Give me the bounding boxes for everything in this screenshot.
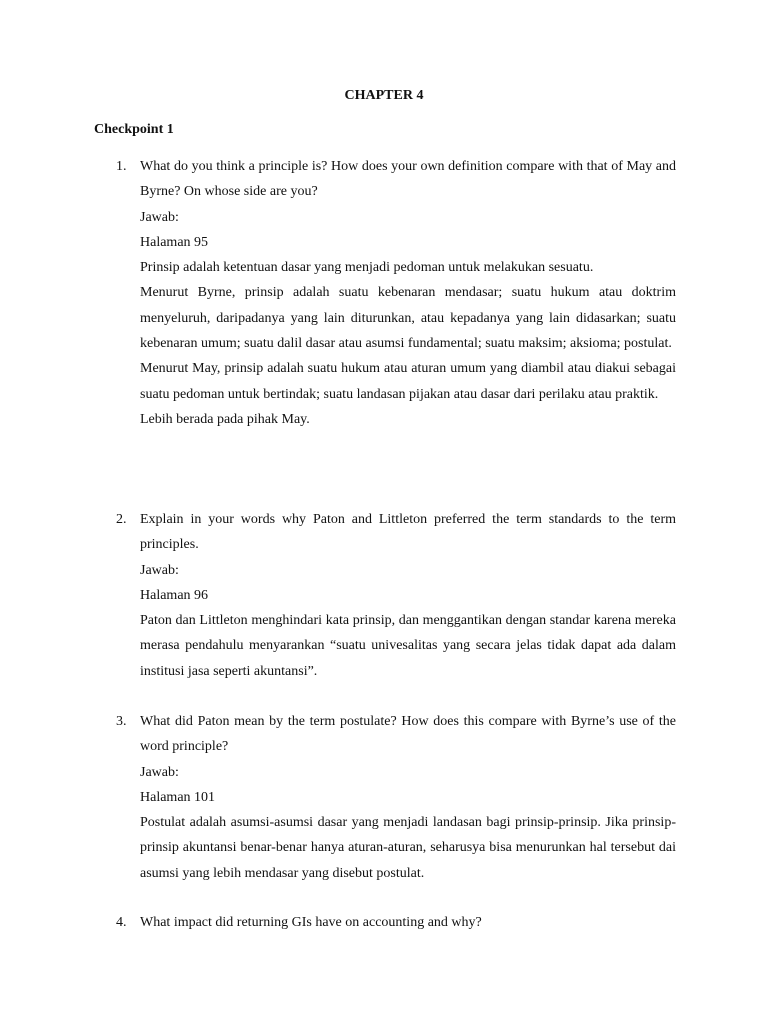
checkpoint-title: Checkpoint 1 bbox=[94, 122, 174, 137]
chapter-title: CHAPTER 4 bbox=[344, 88, 424, 103]
answer-label: Jawab: bbox=[140, 209, 179, 225]
answer-paragraph: Postulat adalah asumsi-asumsi dasar yang menjadi landasan bagi prinsip-prinsip. Jika prinsip-prinsip akuntansi benar-benar hanya aturan-aturan, seharusya bisa menurunkan hal tersebut dai asumsi yang lebih mendasar yang disebut postulat. bbox=[140, 815, 676, 881]
question-item-1 bbox=[116, 154, 676, 432]
question-item-4 bbox=[116, 910, 676, 935]
question-item-3 bbox=[116, 709, 676, 886]
question-number: 2. bbox=[116, 512, 127, 527]
answer-label: Jawab: bbox=[140, 562, 179, 578]
answer-paragraph: Menurut May, prinsip adalah suatu hukum atau aturan umum yang diambil atau diakui sebagai suatu pedoman untuk bertindak; suatu landasan pijakan atau dasar dari perilaku atau praktik. bbox=[140, 361, 676, 402]
question-item-2 bbox=[116, 507, 676, 684]
question-number: 3. bbox=[116, 714, 127, 729]
question-text: What impact did returning GIs have on accounting and why? bbox=[140, 915, 482, 930]
question-text: What did Paton mean by the term postulate? How does this compare with Byrne’s use of the word principle? bbox=[140, 714, 676, 755]
answer-paragraph: Paton dan Littleton menghindari kata prinsip, dan menggantikan dengan standar karena mereka merasa pendahulu menyarankan “suatu univesalitas yang secara jelas tidak dapat ada dalam institusi jasa seperti akuntansi”. bbox=[140, 613, 676, 679]
answer-label: Jawab: bbox=[140, 764, 179, 780]
question-text: What do you think a principle is? How does your own definition compare with that of May and Byrne? On whose side are you? bbox=[140, 159, 676, 200]
question-number: 1. bbox=[116, 159, 127, 174]
answer-paragraph: Lebih berada pada pihak May. bbox=[140, 411, 310, 427]
answer-paragraph: Prinsip adalah ketentuan dasar yang menjadi pedoman untuk melakukan sesuatu. bbox=[140, 260, 594, 276]
question-text: Explain in your words why Paton and Littleton preferred the term standards to the term principles. bbox=[140, 512, 676, 553]
answer-paragraph: Menurut Byrne, prinsip adalah suatu kebenaran mendasar; suatu hukum atau doktrim menyeluruh, daripadanya yang lain diturunkan, atau kepadanya yang lain didasarkan; suatu kebenaran umum; suatu dalil dasar atau asumsi fundamental; suatu maksim; aksioma; postulat. bbox=[140, 285, 676, 352]
page-reference: Halaman 96 bbox=[140, 587, 209, 603]
page-reference: Halaman 101 bbox=[140, 789, 216, 805]
question-number: 4. bbox=[116, 915, 127, 930]
page-reference: Halaman 95 bbox=[140, 234, 209, 250]
